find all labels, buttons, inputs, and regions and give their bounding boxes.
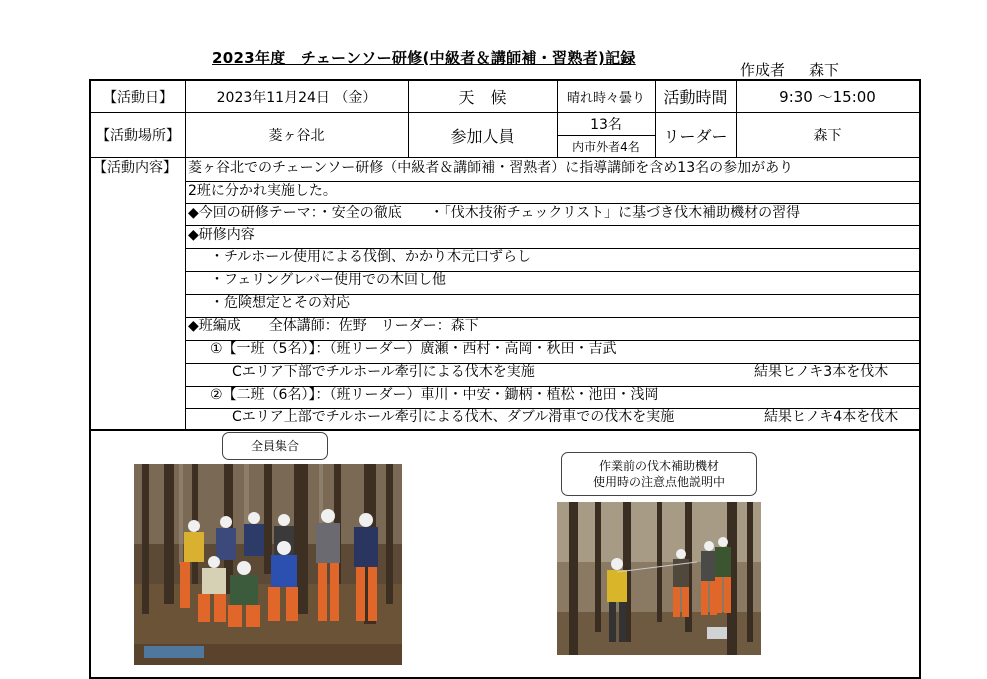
content-line: ・危険想定とその対応 xyxy=(210,295,350,311)
place-value: 菱ヶ谷北 xyxy=(268,128,325,144)
document-title: 2023年度 チェーンソー研修(中級者＆講師補・習熟者)記録 xyxy=(212,49,636,67)
weather-value: 晴れ時々曇り xyxy=(566,91,645,106)
weather-label: 天 候 xyxy=(458,88,507,107)
date-label: 【活動日】 xyxy=(103,89,173,106)
content-label: 【活動内容】 xyxy=(93,160,177,176)
content-line: ・フェリングレバー使用での木回し他 xyxy=(210,272,447,288)
author-label: 作成者 xyxy=(740,61,786,79)
leader-value: 森下 xyxy=(813,128,842,144)
photo-caption-group: 全員集合 xyxy=(222,432,328,460)
content-line: 2班に分かれ実施した。 xyxy=(188,183,337,199)
author xyxy=(740,59,839,80)
author-name: 森下 xyxy=(809,61,840,79)
equipment-photo xyxy=(557,502,761,655)
time-value: 9:30 ～15:00 xyxy=(779,88,876,106)
place-label: 【活動場所】 xyxy=(96,128,180,144)
time-label: 活動時間 xyxy=(663,88,728,107)
participants-label: 参加人員 xyxy=(450,126,515,146)
leader-label: リーダー xyxy=(663,126,728,146)
group-photo xyxy=(134,464,402,665)
content-line: ②【二班（6名）】：（班リーダー）車川・中安・鋤柄・植松・池田・浅岡 xyxy=(210,387,659,403)
result-team1: 結果ヒノキ3本を伐木 xyxy=(754,364,889,380)
content-line: ◆今回の研修テーマ：・安全の徹底 ・「伐木技術チェックリスト」に基づき伐木補助機材の習得 xyxy=(188,205,801,221)
content-line: 菱ヶ谷北でのチェーンソー研修（中級者＆講師補・習熟者）に指導講師を含め13名の参加があり xyxy=(188,160,794,176)
date-value: 2023年11月24日 （金） xyxy=(216,89,377,106)
photo-caption-equipment: 作業前の伐木補助機材 使用時の注意点他説明中 xyxy=(561,452,757,496)
content-line: ①【一班（5名）】：（班リーダー）廣瀬・西村・高岡・秋田・吉武 xyxy=(210,341,617,357)
content-line: ◆班編成 全体講師：佐野 リーダー：森下 xyxy=(188,318,479,334)
content-line: ・チルホール使用による伐倒、かかり木元口ずらし xyxy=(210,249,532,265)
content-line: ◆研修内容 xyxy=(188,227,255,243)
content-line: Cエリア上部でチルホール牽引による伐木、ダブル滑車での伐木を実施 xyxy=(232,409,675,425)
participants-outside: 内市外者4名 xyxy=(572,139,640,154)
content-line: Cエリア下部でチルホール牽引による伐木を実施 xyxy=(232,364,535,380)
participants-total: 13名 xyxy=(590,117,622,133)
result-team2: 結果ヒノキ4本を伐木 xyxy=(764,409,899,425)
